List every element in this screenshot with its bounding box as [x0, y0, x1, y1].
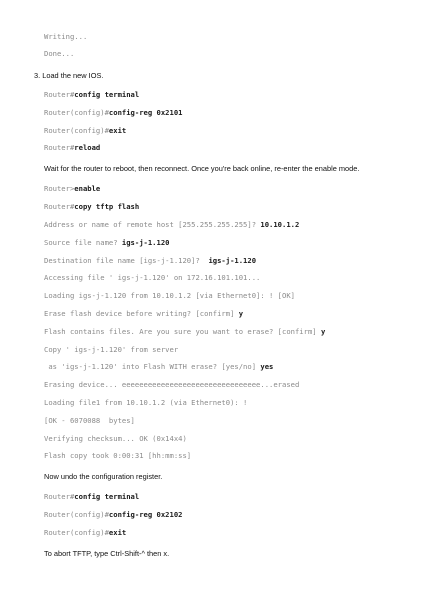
code-line: Router#copy tftp flash — [44, 202, 140, 211]
code-line: Loading igs-j-1.120 from 10.10.1.2 [via Ethernet0]: ! [OK] — [44, 291, 295, 300]
code-line: as 'igs-j-1.120' into Flash WITH erase? [yes/no] yes — [44, 362, 274, 371]
code-line: Flash copy took 0:00:31 [hh:mm:ss] — [44, 451, 192, 460]
step-3-heading: 3. Load the new IOS. — [34, 71, 104, 80]
code-line: Router#reload — [44, 143, 101, 152]
code-line: Flash contains files. Are you sure you want to erase? [confirm] y — [44, 327, 326, 336]
code-line: Done... — [44, 49, 75, 58]
paragraph-undo: Now undo the configuration register. — [44, 472, 163, 481]
code-line: Erase flash device before writing? [confirm] y — [44, 309, 244, 318]
code-line: Source file name? igs-j-1.120 — [44, 238, 170, 247]
code-line: Copy ' igs-j-1.120' from server — [44, 345, 179, 354]
code-line: Verifying checksum... OK (0x14x4) — [44, 434, 187, 443]
paragraph-abort: To abort TFTP, type Ctrl-Shift-^ then x. — [44, 549, 170, 558]
code-line: Destination file name [igs-j-1.120]? igs-j-1.120 — [44, 256, 257, 265]
code-line: Accessing file ' igs-j-1.120' on 172.16.101.101... — [44, 273, 261, 282]
code-line: Writing... — [44, 32, 88, 41]
code-line: Router(config)#exit — [44, 126, 127, 135]
code-line: Router#config terminal — [44, 492, 140, 501]
paragraph-reboot: Wait for the router to reboot, then reconnect. Once you're back online, re-enter the enable mode. — [44, 164, 360, 173]
code-line: Router(config)#exit — [44, 528, 127, 537]
code-line: Router(config)#config-reg 0x2101 — [44, 108, 183, 117]
code-line: Router>enable — [44, 184, 101, 193]
code-line: Address or name of remote host [255.255.255.255]? 10.10.1.2 — [44, 220, 300, 229]
code-line: [OK - 6070088 bytes] — [44, 416, 135, 425]
code-line: Router(config)#config-reg 0x2102 — [44, 510, 183, 519]
code-line: Loading file1 from 10.10.1.2 (via Ethernet0): ! — [44, 398, 248, 407]
code-line: Erasing device... eeeeeeeeeeeeeeeeeeeeeeeeeeeeeeee...erased — [44, 380, 300, 389]
code-line: Router#config terminal — [44, 90, 140, 99]
